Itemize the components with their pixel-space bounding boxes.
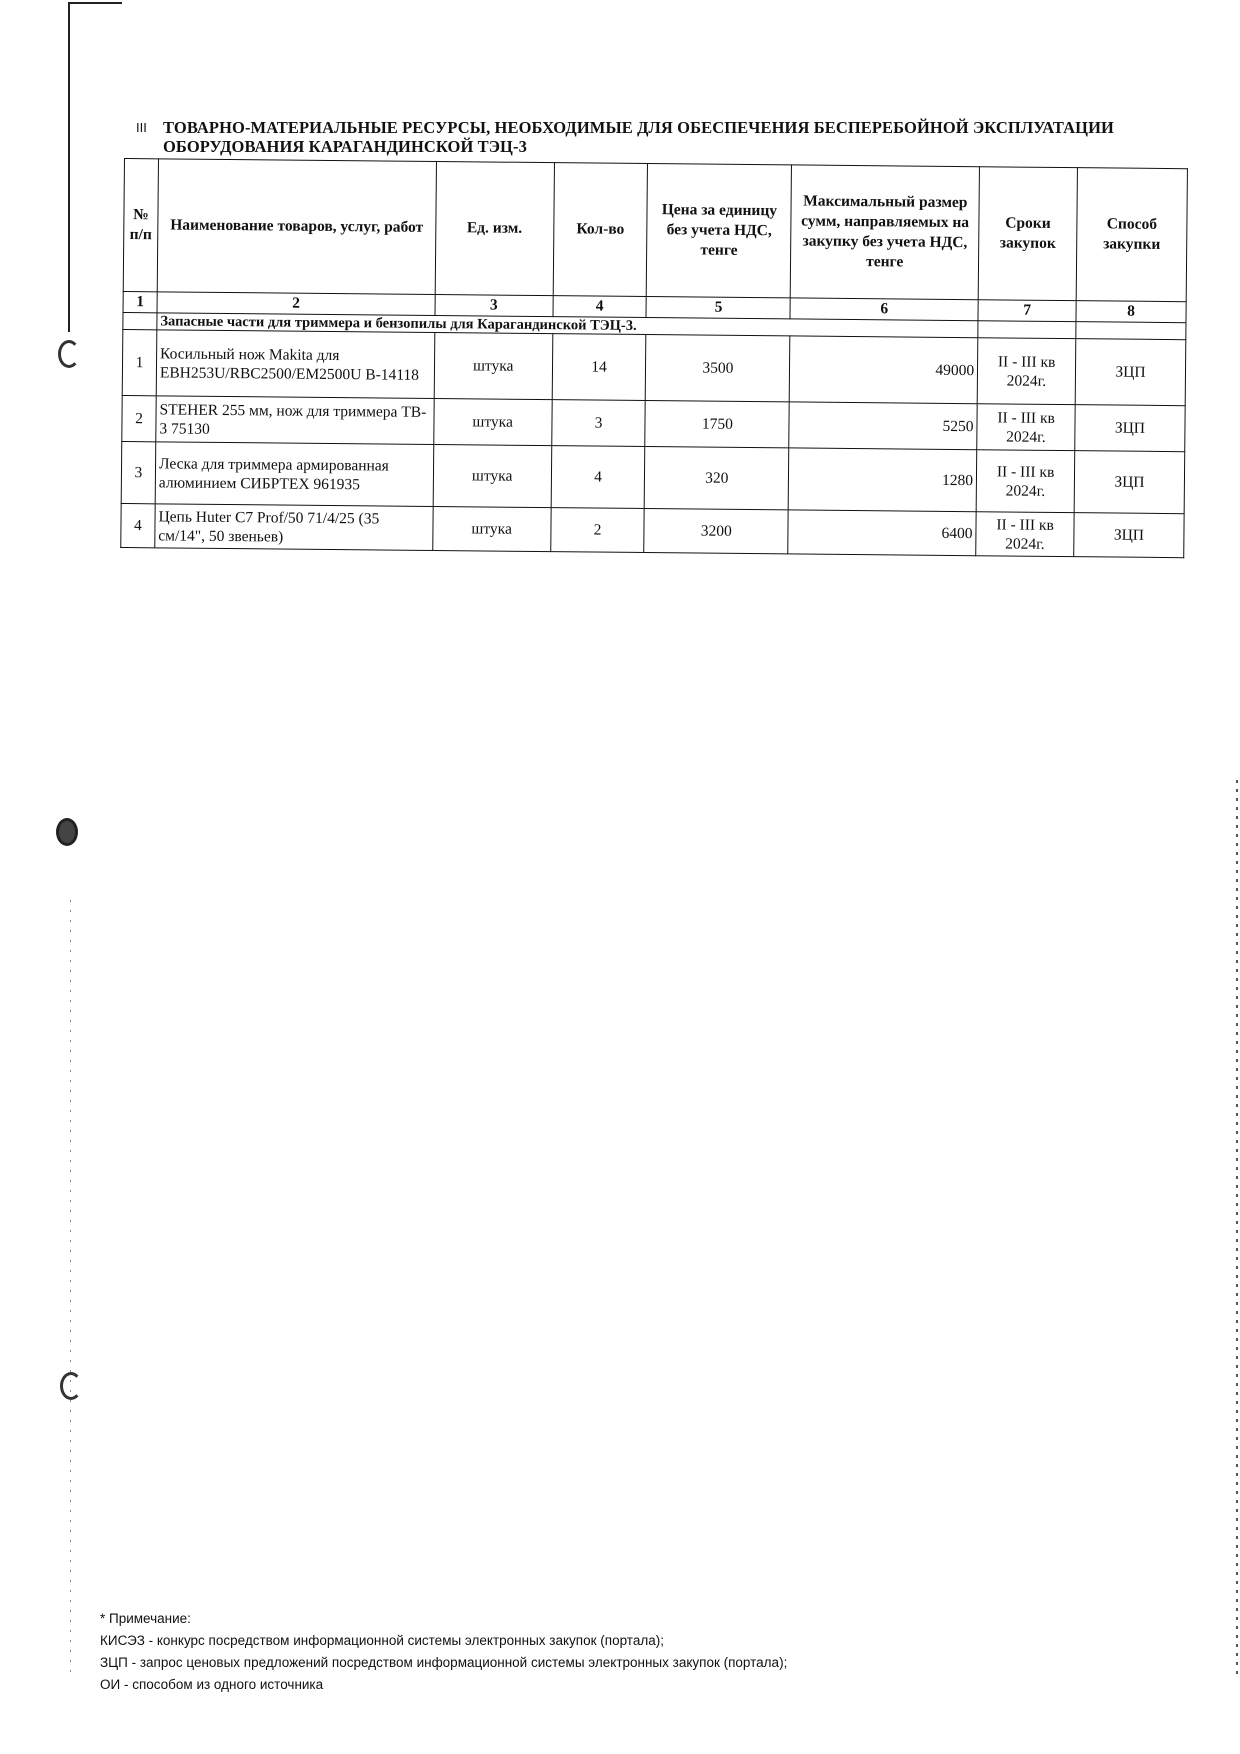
column-number: 1 [123,291,157,312]
procurement-table [120,158,1188,558]
empty-cell [978,321,1076,339]
item-quantity: 3 [551,400,645,447]
item-period: II - III кв 2024г. [976,450,1074,513]
item-quantity: 14 [552,334,646,401]
column-number: 2 [157,292,435,316]
footnote-line: ОИ - способом из одного источника [100,1677,324,1692]
column-number: 4 [553,296,647,318]
item-unit: штука [434,398,552,445]
row-number: 2 [122,395,156,441]
table-row [121,441,1185,513]
group-title: Запасные части для триммера и бензопилы для Карагандинской ТЭЦ-3. [157,313,978,338]
item-period: II - III кв 2024г. [977,338,1076,405]
header-cell: Наименование товаров, услуг, работ [157,159,436,295]
footnote-title: * Примечание: [100,1611,191,1626]
table-row [122,329,1186,405]
item-total: 49000 [789,336,977,404]
table-header-row [123,159,1187,302]
footnote [100,1608,787,1696]
item-unit: штука [434,332,552,399]
item-method: ЗЦП [1074,451,1185,514]
item-price: 320 [645,447,789,510]
empty-cell [123,312,157,329]
item-method: ЗЦП [1075,405,1185,452]
section-number: III [136,120,147,135]
scan-edge-mark [68,2,122,4]
row-number: 3 [121,441,156,503]
header-cell: Ед. изм. [435,161,554,295]
item-quantity: 4 [551,446,645,509]
item-unit: штука [433,506,551,551]
header-cell: Кол-во [553,163,648,297]
item-unit: штука [433,444,551,507]
item-total: 6400 [788,510,976,556]
column-number: 6 [790,298,978,321]
item-total: 5250 [789,402,977,450]
item-price: 3200 [644,509,788,554]
item-name: Леска для триммера армированная алюминием СИБРТЕХ 961935 [155,442,433,507]
item-period: II - III кв 2024г. [976,512,1074,557]
item-name: Косильный нож Makita для EBH253U/RBC2500/EM2500U B-14118 [156,330,434,399]
punch-hole-mark [58,340,80,368]
table-row [121,503,1184,557]
section-title: ТОВАРНО-МАТЕРИАЛЬНЫЕ РЕСУРСЫ, НЕОБХОДИМЫЕ ДЛЯ ОБЕСПЕЧЕНИЯ БЕСПЕРЕБОЙНОЙ ЭКСПЛУАТАЦИИ ОБОРУДОВАНИЯ КАРАГАНДИНСКОЙ ТЭЦ-3 [163,118,1114,156]
item-name: Цепь Huter C7 Prof/50 71/4/25 (35 см/14", 50 звеньев) [155,504,433,551]
scan-edge-mark [1236,780,1238,1680]
footnote-line: ЗЦП - запрос ценовых предложений посредством информационной системы электронных закупок (портала); [100,1655,788,1670]
row-number: 1 [122,329,157,395]
scan-edge-mark [68,2,70,332]
header-cell: Максимальный размер сумм, направляемых на закупку без учета НДС, тенге [790,165,979,300]
item-price: 1750 [645,401,789,448]
item-quantity: 2 [550,508,644,553]
column-number: 8 [1076,301,1186,323]
header-cell: Сроки закупок [978,167,1077,301]
header-cell: Способ закупки [1076,168,1187,302]
item-method: ЗЦП [1075,339,1186,406]
punch-hole-mark [56,818,78,846]
column-number: 5 [646,297,790,319]
item-method: ЗЦП [1074,513,1184,558]
punch-hole-mark [60,1372,82,1400]
item-period: II - III кв 2024г. [977,404,1075,451]
header-cell: № п/п [123,159,158,292]
footnote-line: КИСЭЗ - конкурс посредством информационной системы электронных закупок (портала); [100,1633,664,1648]
item-price: 3500 [646,335,790,402]
item-total: 1280 [788,448,976,512]
empty-cell [1076,322,1186,340]
row-number: 4 [121,503,155,547]
column-number: 7 [978,300,1076,322]
scan-edge-mark [70,900,71,1680]
item-name: STEHER 255 мм, нож для триммера TB-3 75130 [156,396,434,445]
column-number: 3 [435,294,553,316]
header-cell: Цена за единицу без учета НДС, тенге [647,164,792,298]
